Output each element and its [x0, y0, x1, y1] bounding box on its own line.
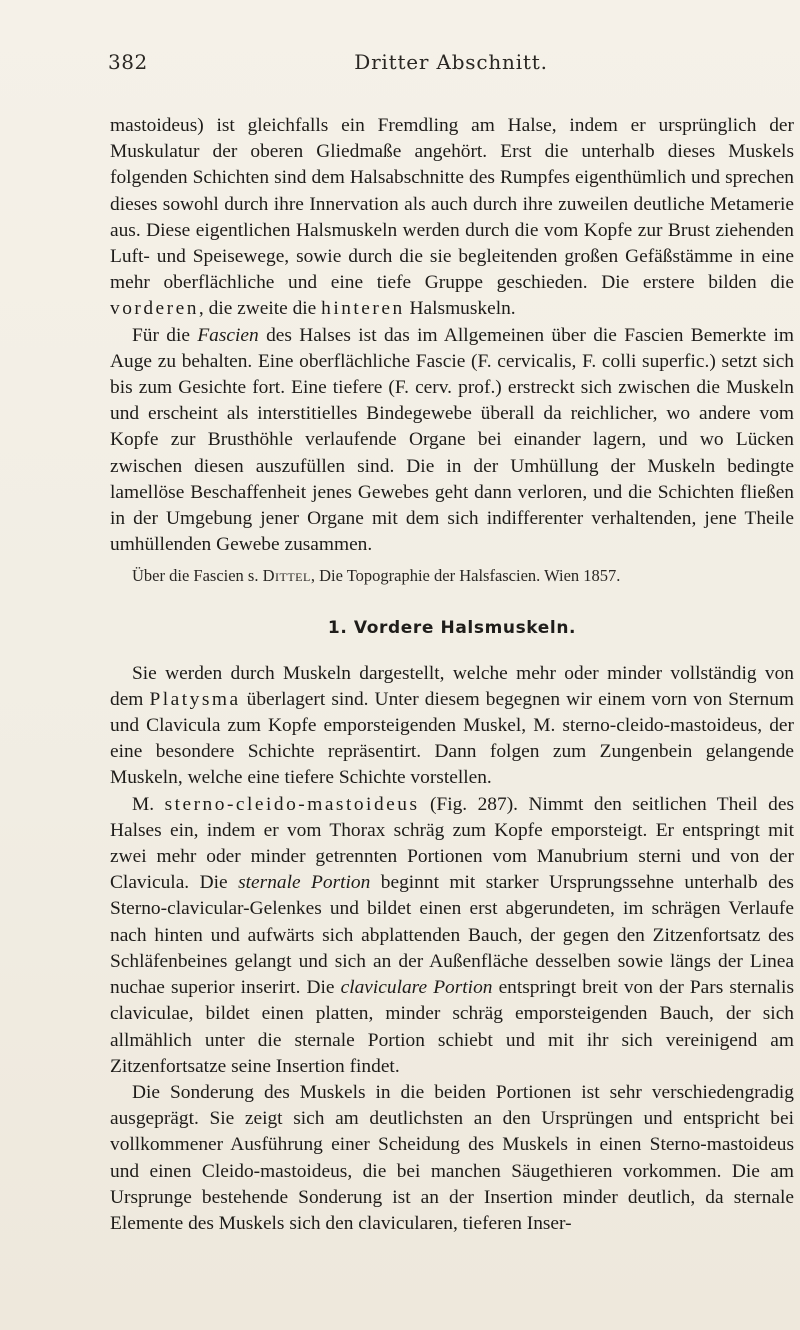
text-run: entspringt breit von der Pars sternalis claviculae, bildet einen platten, minder schräg emporsteigenden Bauch, der sich allmählich unter die sternale Portion schiebt und mit ihr sich vereinigend am Zitzenfortsatze seine Insertion findet.: [110, 977, 794, 1077]
author-name: Dittel: [262, 566, 311, 586]
spaced-term-muscle: sterno-cleido-mastoideus: [164, 793, 420, 815]
text-run: M.: [132, 793, 165, 815]
literature-note: [110, 564, 794, 588]
italic-term-fascien: Fascien: [197, 324, 259, 346]
running-head: Dritter Abschnitt.: [354, 50, 548, 74]
paragraph-sterno-cleido: [110, 792, 794, 1080]
text-run: Für die: [132, 324, 198, 346]
text-run: Die Sonderung des Muskels in die beiden Portionen ist sehr verschiedengradig ausgeprägt. Sie zeigt sich am deutlichsten an den Ursprüngen und entspricht bei vollkommener Ausführung einer Scheidung des Muskels in einen Sterno-mastoideus und einen Cleido-mastoideus, die bei manchen Säugethieren vorkommen. Die am Ursprunge bestehende Sonderung ist an der Insertion minder deutlich, da sternale Elemente des Muskels sich den clavicularen, tieferen Inser-: [110, 1081, 794, 1234]
paragraph-sonderung: [110, 1080, 794, 1237]
spaced-term-hinteren: hinteren: [321, 298, 405, 320]
spaced-term-platysma: Platysma: [149, 688, 241, 710]
text-run: , Die Topographie der Halsfascien. Wien 1857.: [310, 566, 621, 586]
text-run: beginnt mit starker Ursprungssehne unterhalb des Sterno-clavicular-Gelenkes und bildet einen erst abgerundeten, im schrägen Verlaufe nach hinten und aufwärts sich abplattenden Bauch, der gegen den Zitzenfortsatz des Schläfenbeines gelangt und sich an der Außenfläche desselben sowie längs der Linea nuchae superior inserirt. Die: [110, 872, 794, 999]
page-number: 382: [108, 50, 148, 74]
text-run: des Halses ist das im Allgemeinen über die Fascien Bemerkte im Auge zu behalten. Eine oberflächliche Fascie (F. cervicalis, F. colli superfic.) setzt sich bis zum Gesichte fort. Eine tiefere (F. cerv. prof.) erstreckt sich zwischen die Muskeln und erscheint als interstitielles Bindegewebe überall da reichlicher, wo andere vom Kopfe zur Brusthöhle verlaufende Organe bei einander lagern, und wo Lücken zwischen diesen auszufüllen sind. Die in der Umhüllung der Muskeln bedingte lamellöse Beschaffenheit jenes Gewebes geht dann verloren, und die Schichten fließen in der Umgebung jener Organe mit dem sich indifferenter verhaltenden, jene Theile umhüllenden Gewebe zusammen.: [110, 324, 795, 556]
page-header: [108, 50, 794, 80]
section-heading: 1. Vordere Halsmuskeln.: [327, 618, 577, 639]
italic-term-claviculare: claviculare Portion: [340, 977, 493, 999]
body-text: [110, 113, 794, 1237]
text-run: Halsmuskeln.: [404, 298, 516, 320]
text-run: überlagert sind. Unter diesem begegnen wir einem vorn von Sternum und Clavicula zum Kopfe emporsteigenden Muskel, M. sterno-cleido-mastoideus, der eine besondere Schichte repräsentirt. Dann folgen zum Zungenbein gelangende Muskeln, welche eine tiefere Schichte vorstellen.: [110, 688, 794, 789]
text-run: (Fig. 287). Nimmt den seitlichen Theil des Halses ein, indem er vom Thorax schräg zum Kopfe emporsteigt. Er entspringt mit zwei mehr oder minder getrennten Portionen vom Manubrium sterni und von der Clavicula. Die: [110, 793, 794, 894]
paragraph-fascien: [110, 323, 794, 559]
text-run: mastoideus) ist gleichfalls ein Fremdling am Halse, indem er ursprünglich der Muskulatur der oberen Gliedmaße angehört. Erst die unterhalb dieses Muskels folgenden Schichten sind dem Halsabschnitte des Rumpfes eigenthümlich und sprechen dieses sowohl durch ihre Innervation als auch durch ihre zuweilen deutliche Metamerie aus. Diese eigentlichen Halsmuskeln werden durch die vom Kopfe zur Brust ziehenden Luft- und Speisewege, sowie durch die sie begleitenden großen Gefäßstämme in eine mehr oberflächliche und eine tiefe Gruppe geschieden. Die erstere bilden die: [110, 115, 794, 294]
paragraph-intro: [110, 113, 794, 323]
text-run: Über die Fascien s.: [132, 566, 263, 586]
text-run: Sie werden durch Muskeln dargestellt, welche mehr oder minder vollständig von dem: [110, 662, 794, 710]
italic-term-sternale: sternale Portion: [238, 872, 371, 894]
spaced-term-vorderen: vorderen: [110, 298, 199, 320]
text-run: , die zweite die: [198, 298, 322, 320]
paragraph-vordere: [110, 661, 794, 792]
